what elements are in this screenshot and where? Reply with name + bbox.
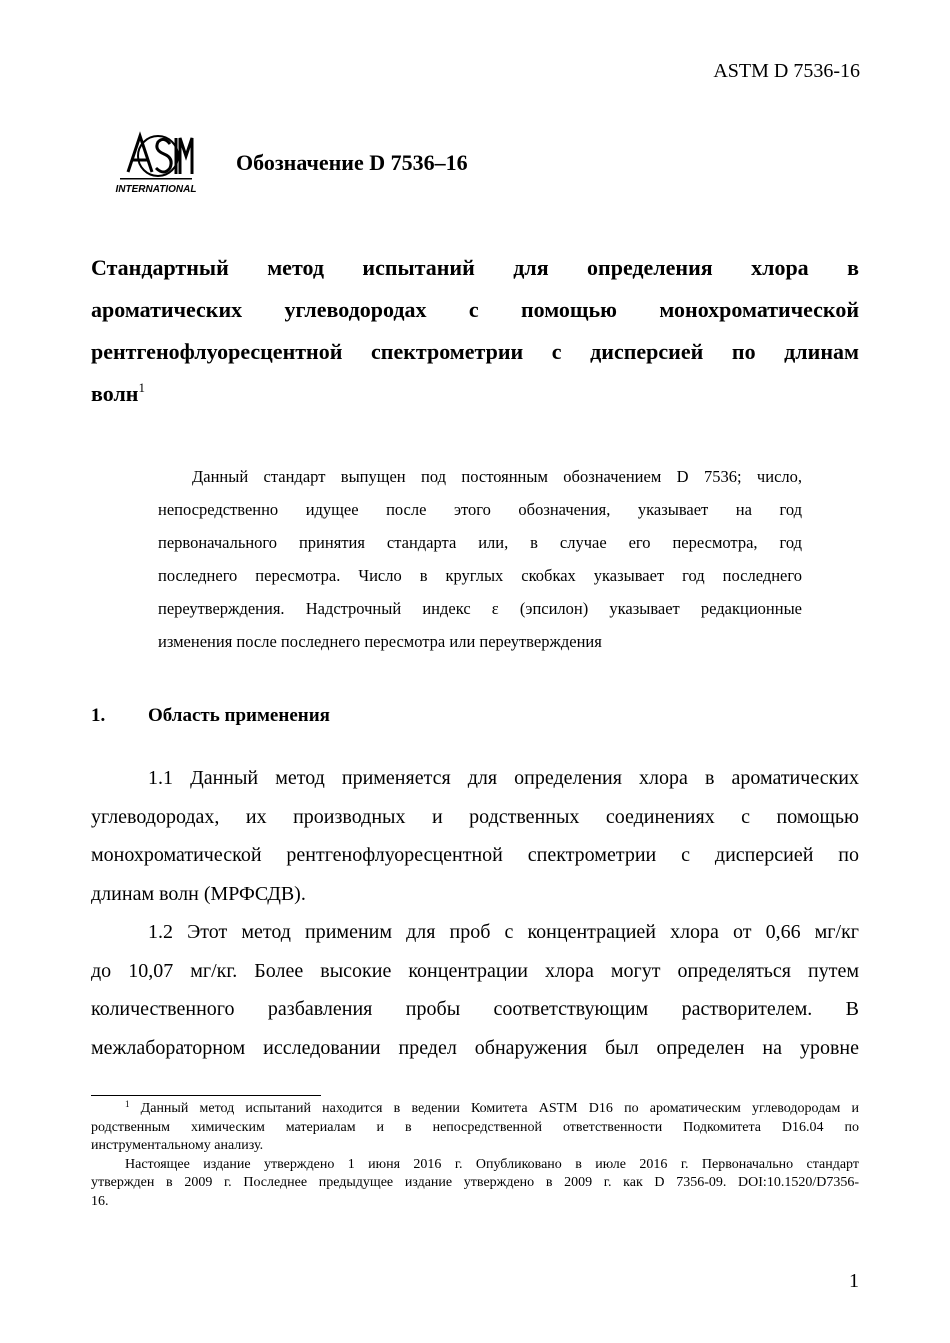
note-line: последнего пересмотра. Число в круглых скобках указывает год последнего: [158, 566, 802, 585]
title-line: Стандартный метод испытаний для определения хлора в: [91, 255, 859, 280]
body-line: до 10,07 мг/кг. Более высокие концентрации хлора могут определяться путем: [91, 959, 859, 982]
page-number: 1: [849, 1270, 859, 1292]
footnote-separator: [91, 1095, 321, 1096]
section-body: [91, 759, 859, 1067]
title-footnote-ref: 1: [138, 380, 145, 395]
note-line: изменения после последнего пересмотра или переутверждения: [158, 632, 602, 651]
document-code: ASTM D 7536-16: [713, 60, 860, 82]
document-title: [91, 247, 859, 415]
section-title: Область применения: [148, 705, 330, 726]
title-line: ароматических углеводородах с помощью монохроматической: [91, 297, 859, 322]
footnote-text: Данный метод испытаний находится в ведении Комитета ASTM D16 по ароматическим углеводородам и: [129, 1101, 859, 1116]
title-line: рентгенофлуоресцентной спектрометрии с дисперсией по длинам: [91, 339, 859, 364]
note-line: первоначального принятия стандарта или, в случае его пересмотра, год: [158, 533, 802, 552]
note-line: переутверждения. Надстрочный индекс ε (эпсилон) указывает редакционные: [158, 599, 802, 618]
footnotes: [91, 1100, 859, 1211]
title-line-text: волн: [91, 381, 139, 406]
logo-text: INTERNATIONAL: [115, 184, 196, 195]
footnote-line: родственным химическим материалам и в непосредственной ответственности Подкомитета D16.04 по: [91, 1119, 859, 1135]
designation-heading: Обозначение D 7536–16: [236, 150, 468, 175]
body-line: длинам волн (МРФСДВ).: [91, 882, 306, 905]
body-line: межлабораторном исследовании предел обнаружения был определен на уровне: [91, 1036, 859, 1059]
standard-designation-note: [158, 460, 802, 658]
footnote-line: инструментальному анализу.: [91, 1138, 264, 1153]
title-line-last: [91, 373, 859, 415]
footnote-line: утвержден в 2009 г. Последнее предыдущее издание утверждено в 2009 г. как D 7356-09. DOI:10.1520/D7356-: [91, 1175, 859, 1190]
section-heading: [91, 705, 330, 727]
note-line: Данный стандарт выпущен под постоянным обозначением D 7536; число,: [192, 467, 802, 486]
astm-logo-icon: [114, 130, 196, 200]
section-number: 1.: [91, 705, 106, 726]
body-line: монохроматической рентгенофлуоресцентной спектрометрии с дисперсией по: [91, 844, 859, 866]
body-line: 1.2 Этот метод применим для проб с концентрацией хлора от 0,66 мг/кг: [148, 921, 859, 943]
footnote-line: Настоящее издание утверждено 1 июня 2016 г. Опубликовано в июле 2016 г. Первоначально стандарт: [125, 1156, 859, 1172]
note-line: непосредственно идущее после этого обозначения, указывает на год: [158, 500, 802, 519]
footnote-marker: 1: [125, 1099, 130, 1109]
footnote-line: 16.: [91, 1193, 109, 1209]
footnote-line: [91, 1100, 859, 1119]
body-line: углеводородах, их производных и родственных соединениях с помощью: [91, 805, 859, 828]
body-line: количественного разбавления пробы соответствующим растворителем. В: [91, 998, 859, 1020]
body-line: 1.1 Данный метод применяется для определения хлора в ароматических: [148, 767, 859, 789]
